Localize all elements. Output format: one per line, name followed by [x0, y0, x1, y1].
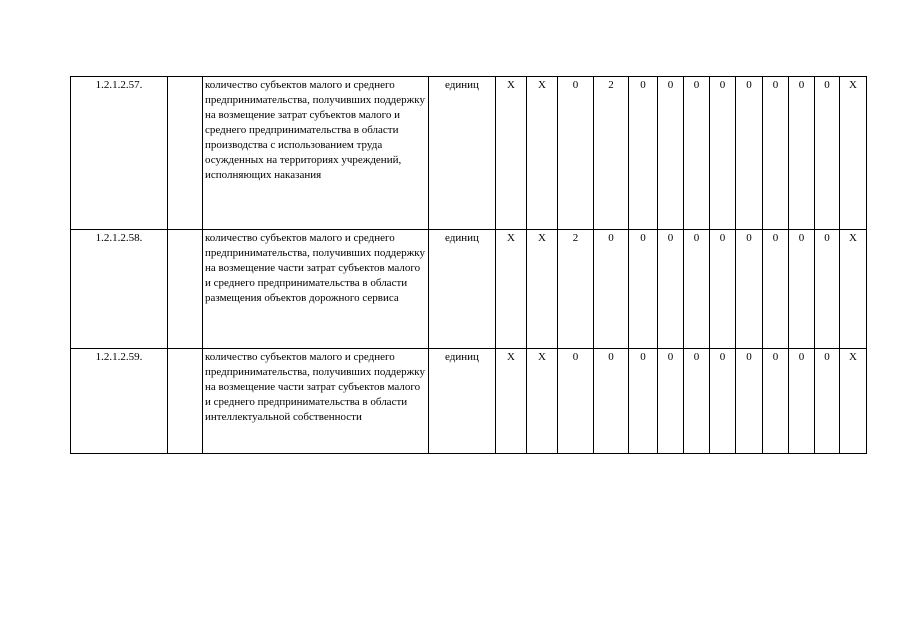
value-cell: 0: [763, 230, 789, 349]
value-cell: 0: [629, 230, 658, 349]
value-cell: X: [840, 77, 867, 230]
indicator-description: количество субъектов малого и среднего предпринимательства, получивших поддержку на возмещение части затрат субъектов малого и среднего предпринимательства в области размещения объектов дорожного сервиса: [203, 230, 429, 349]
value-cell: X: [527, 230, 558, 349]
value-cell: 0: [815, 230, 840, 349]
value-cell: 0: [658, 230, 684, 349]
value-cell: 0: [658, 77, 684, 230]
value-cell: 0: [763, 77, 789, 230]
value-cell: 0: [710, 230, 736, 349]
value-cell: 0: [558, 77, 594, 230]
row-number: 1.2.1.2.57.: [71, 77, 168, 230]
value-cell: 0: [684, 349, 710, 454]
unit-cell: единиц: [429, 349, 496, 454]
table-row: [71, 77, 867, 230]
value-cell: 0: [789, 230, 815, 349]
value-cell: 0: [594, 349, 629, 454]
empty-cell: [168, 77, 203, 230]
value-cell: 0: [789, 77, 815, 230]
value-cell: X: [496, 230, 527, 349]
row-number: 1.2.1.2.59.: [71, 349, 168, 454]
value-cell: 0: [736, 349, 763, 454]
indicator-table: [70, 76, 867, 454]
empty-cell: [168, 349, 203, 454]
value-cell: X: [840, 230, 867, 349]
value-cell: 0: [763, 349, 789, 454]
value-cell: 0: [815, 77, 840, 230]
table-row: [71, 230, 867, 349]
value-cell: 0: [736, 77, 763, 230]
value-cell: 0: [710, 349, 736, 454]
value-cell: X: [840, 349, 867, 454]
value-cell: X: [527, 349, 558, 454]
value-cell: 0: [736, 230, 763, 349]
unit-cell: единиц: [429, 77, 496, 230]
indicator-description: количество субъектов малого и среднего предпринимательства, получивших поддержку на возмещение затрат субъектов малого и среднего предпринимательства в области производства с использованием труда осужденных на территориях учреждений, исполняющих наказания: [203, 77, 429, 230]
value-cell: 2: [558, 230, 594, 349]
value-cell: 0: [789, 349, 815, 454]
empty-cell: [168, 230, 203, 349]
value-cell: 0: [629, 349, 658, 454]
value-cell: X: [527, 77, 558, 230]
value-cell: 0: [684, 77, 710, 230]
value-cell: 0: [594, 230, 629, 349]
value-cell: 0: [658, 349, 684, 454]
value-cell: 0: [815, 349, 840, 454]
indicator-description: количество субъектов малого и среднего предпринимательства, получивших поддержку на возмещение части затрат субъектов малого и среднего предпринимательства в области интеллектуальной собственности: [203, 349, 429, 454]
table-row: [71, 349, 867, 454]
unit-cell: единиц: [429, 230, 496, 349]
value-cell: X: [496, 349, 527, 454]
value-cell: X: [496, 77, 527, 230]
value-cell: 0: [629, 77, 658, 230]
row-number: 1.2.1.2.58.: [71, 230, 168, 349]
value-cell: 0: [710, 77, 736, 230]
value-cell: 0: [684, 230, 710, 349]
value-cell: 0: [558, 349, 594, 454]
value-cell: 2: [594, 77, 629, 230]
